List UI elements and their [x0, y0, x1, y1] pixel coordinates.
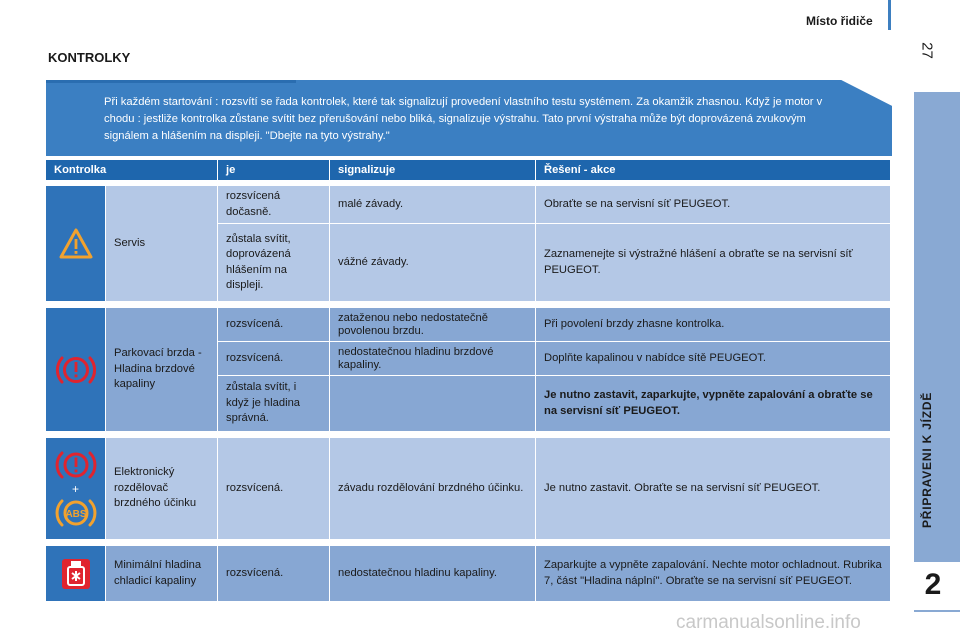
section-title: KONTROLKY [48, 50, 131, 65]
state-cell: zůstala svítit, i když je hladina správná. [218, 376, 330, 432]
ebd-name: Elektronický rozdělovač brzdného účinku [106, 438, 218, 540]
parking-brake-name: Parkovací brzda - Hladina brzdové kapaliny [106, 308, 218, 432]
signal-cell: závadu rozdělování brzdného účinku. [330, 438, 536, 540]
plus-sign: + [71, 481, 79, 496]
signal-cell: vážné závady. [330, 224, 536, 302]
warning-lights-table [46, 160, 891, 602]
table-row [46, 438, 891, 540]
coolant-name: Minimální hladina chladicí kapaliny [106, 546, 218, 602]
action-cell: Doplňte kapalinou v nabídce sítě PEUGEOT. [536, 342, 891, 376]
header-divider [888, 0, 891, 30]
table-row [46, 308, 891, 342]
brake-warning-icon [55, 352, 97, 388]
parking-brake-icon-cell [46, 308, 106, 432]
signal-cell: malé závady. [330, 186, 536, 224]
action-cell: Zaparkujte a vypněte zapalování. Nechte motor ochladnout. Rubrika 7, část "Hladina náplní". Obraťte se na servisní síť PEUGEOT. [536, 546, 891, 602]
action-cell: Zaznamenejte si výstražné hlášení a obraťte se na servisní síť PEUGEOT. [536, 224, 891, 302]
coolant-level-icon [60, 557, 92, 591]
state-cell: rozsvícená. [218, 546, 330, 602]
coolant-icon-cell [46, 546, 106, 602]
state-cell: zůstala svítit, doprovázená hlášením na displeji. [218, 224, 330, 302]
signal-cell: nedostatečnou hladinu brzdové kapaliny. [330, 342, 536, 376]
signal-cell: zataženou nebo nedostatečně povolenou brzdu. [330, 308, 536, 342]
ebd-icon-cell [46, 438, 106, 540]
action-cell: Obraťte se na servisní síť PEUGEOT. [536, 186, 891, 224]
action-cell: Při povolení brzdy zhasne kontrolka. [536, 308, 891, 342]
servis-name: Servis [106, 186, 218, 302]
svg-text:ABS: ABS [64, 508, 87, 520]
servis-icon-cell [46, 186, 106, 302]
page-number: 27 [918, 42, 936, 59]
header-je: je [218, 160, 330, 180]
header-signalizuje: signalizuje [330, 160, 536, 180]
chapter-number: 2 [924, 568, 942, 601]
state-cell: rozsvícená dočasně. [218, 186, 330, 224]
state-cell: rozsvícená. [218, 438, 330, 540]
header-kontrolka: Kontrolka [46, 160, 218, 180]
warning-triangle-icon [58, 226, 94, 262]
header-action: Řešení - akce [536, 160, 891, 180]
action-cell: Je nutno zastavit. Obraťte se na servisní síť PEUGEOT. [536, 438, 891, 540]
signal-cell [330, 376, 536, 432]
chapter-side-label: PŘIPRAVENI K JÍZDĚ [920, 391, 934, 528]
state-cell: rozsvícená. [218, 308, 330, 342]
table-row [46, 546, 891, 602]
state-cell: rozsvícená. [218, 342, 330, 376]
running-header: Místo řidiče [806, 14, 873, 28]
intro-text: Při každém startování : rozsvítí se řada kontrolek, které tak signalizují provedení vlastního testu systémem. Za okamžik zhasnou. Když je motor v chodu : jestliže kontrolka zůstane svítit bez přerušování nebo bliká, signalizuje výstrahu. Tato první výstraha může být doprovázená zvukovým signálem a hlášením na displeji. "Dbejte na tyto výstrahy." [104, 96, 823, 142]
abs-icon [55, 496, 97, 530]
signal-cell: nedostatečnou hladinu kapaliny. [330, 546, 536, 602]
table-row [46, 186, 891, 224]
table-header-row [46, 160, 891, 180]
action-cell: Je nutno zastavit, zaparkujte, vypněte zapalování a obraťte se na servisní síť PEUGEOT. [536, 376, 891, 432]
brake-warning-icon [55, 448, 97, 482]
watermark: carmanualsonline.info [676, 612, 861, 633]
